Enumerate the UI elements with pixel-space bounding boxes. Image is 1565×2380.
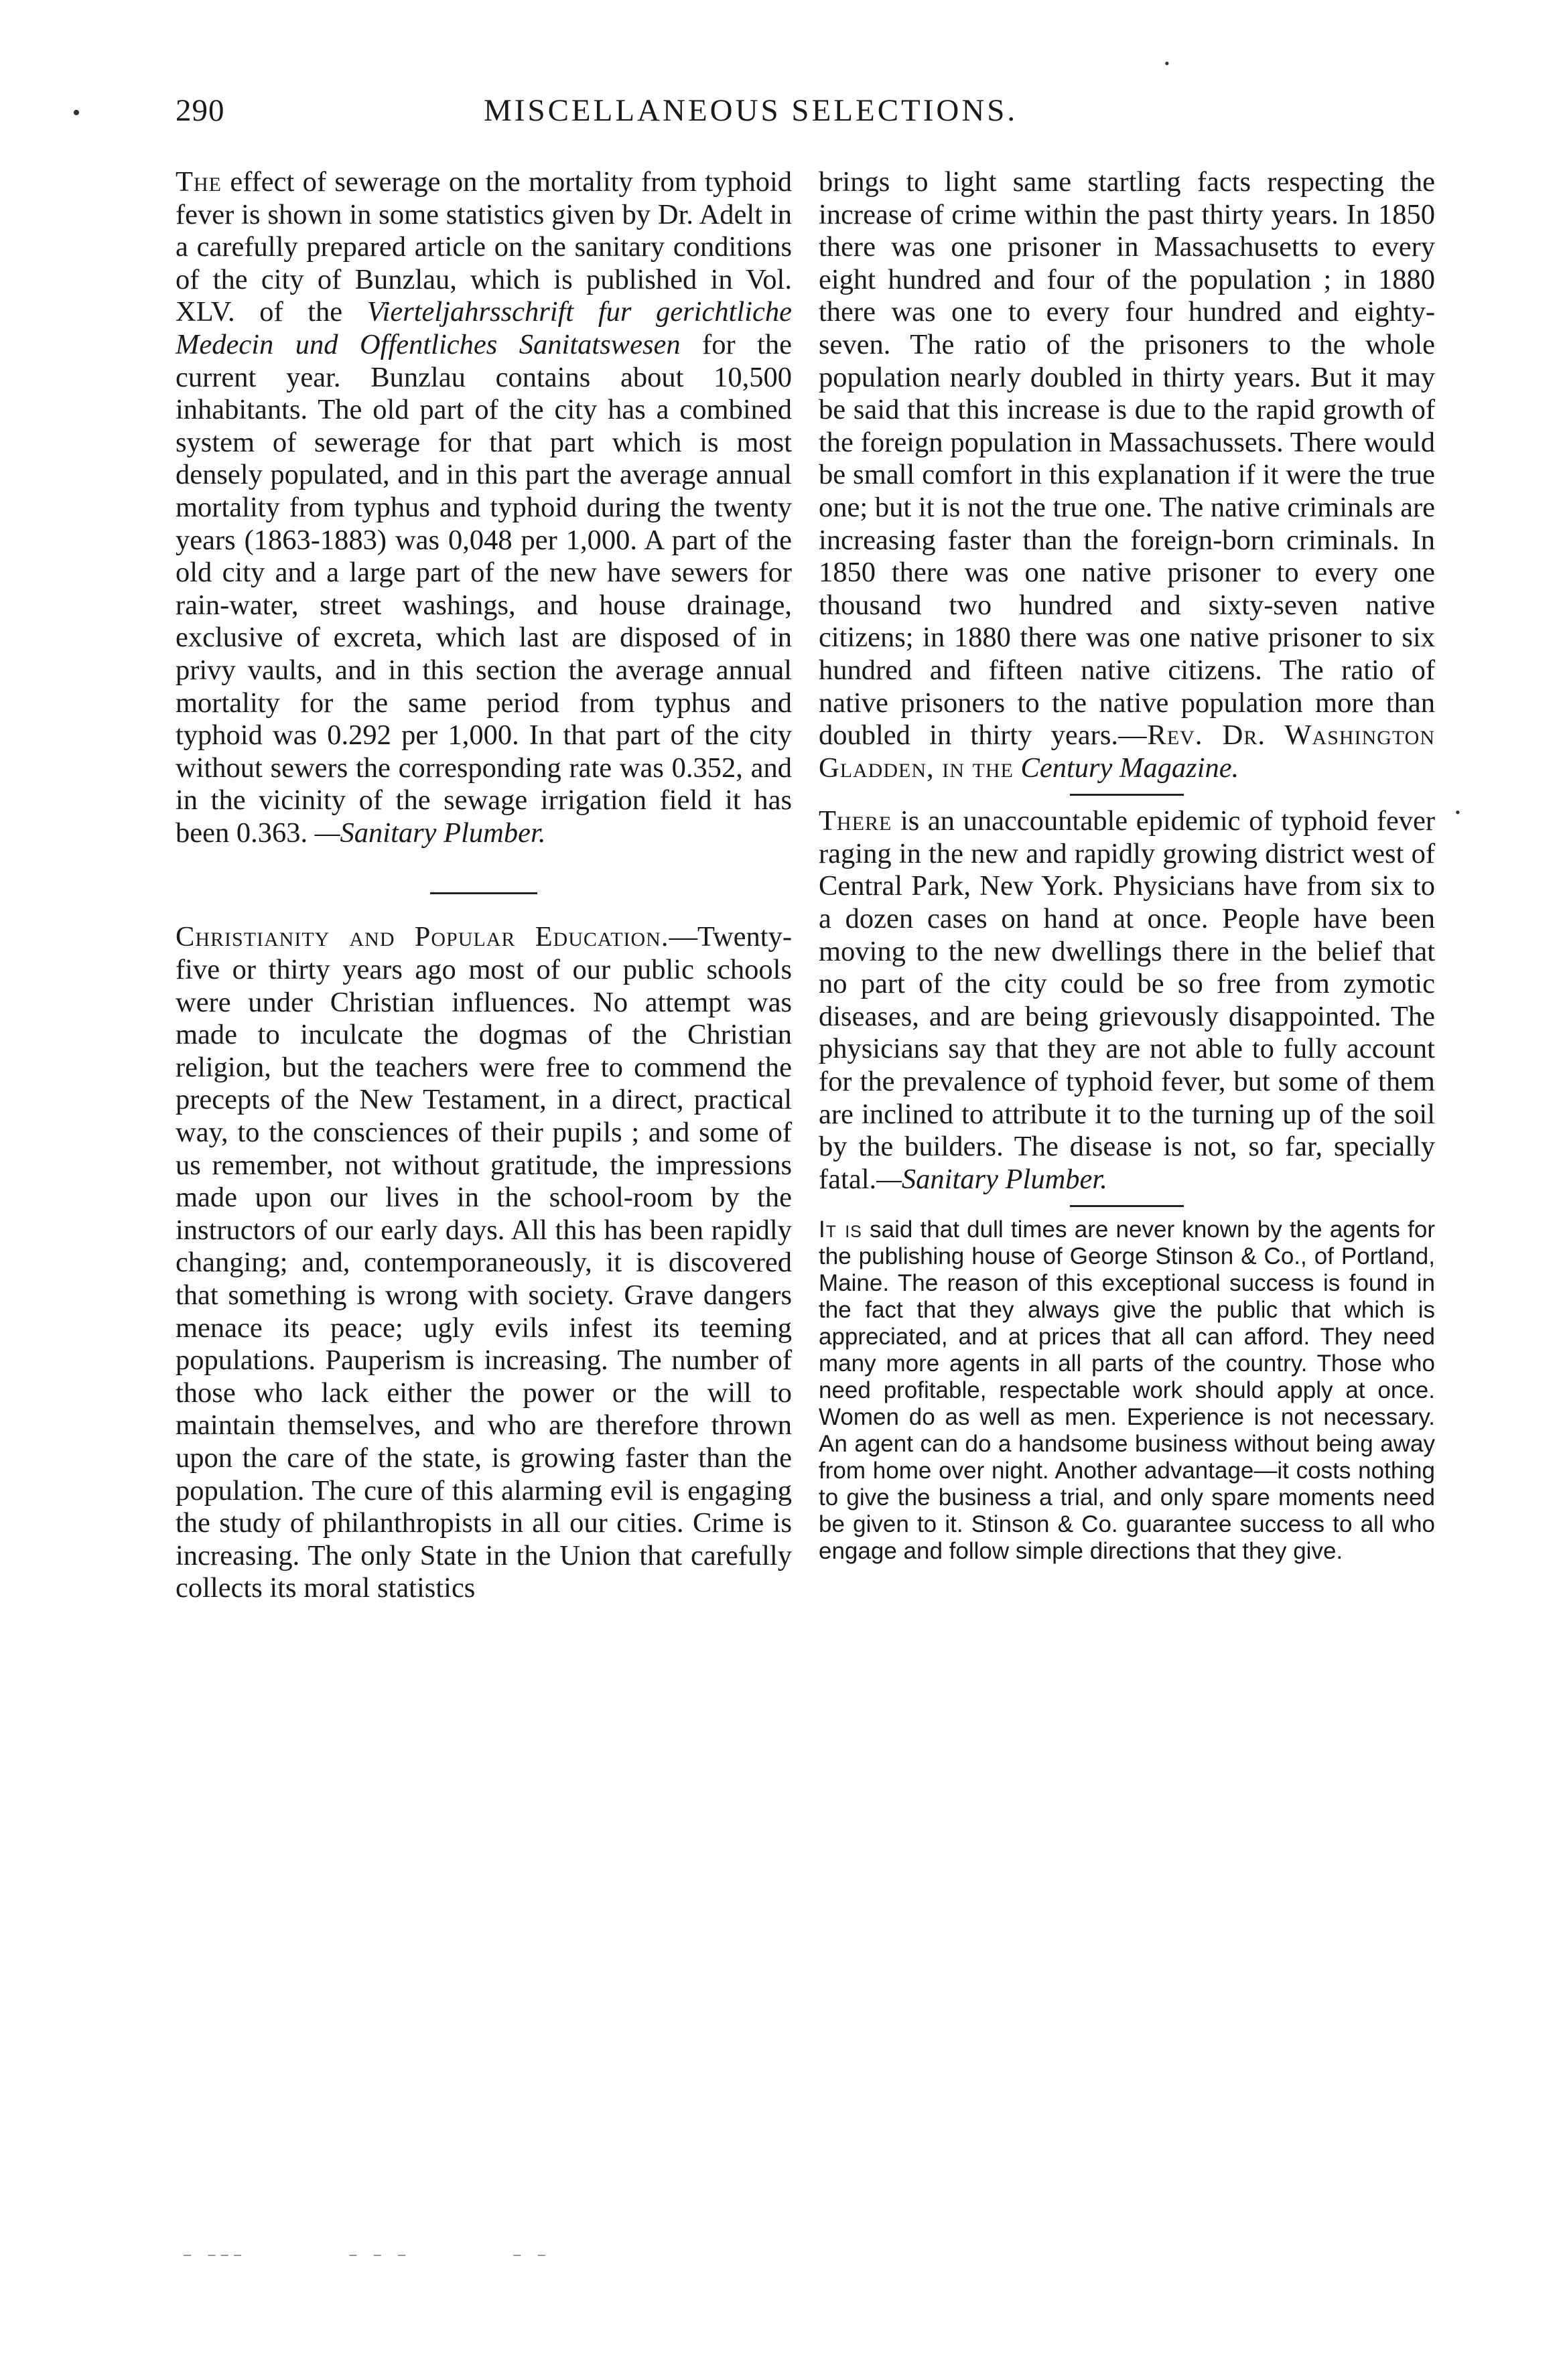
article-title: Christianity and Popular Education. [176, 921, 669, 953]
page-number: 290 [176, 93, 225, 128]
print-speck: • [1164, 55, 1170, 72]
page-header [176, 92, 1435, 146]
article-body-continued: for the current year. Bunzlau contains about 10,500 inhabitants. The old part of the city has a combined system of sewerage for that part which is most densely populated, and in this part the average annual mortality from typhus and typhoid during the twenty years (1863-1883) was 0,048 per 1,000. A part of the old city and a large part of the new have sewers for rain-water, street washings, and house drainage, exclusive of excreta, which last are disposed of in privy vaults, and in this section the average annual mortality for the same period from typhus and typhoid was 0.292 per 1,000. In that part of the city without sewers the corresponding rate was 0.352, and in the vicinity of the sewage irrigation field it has been 0.363. [176, 328, 792, 849]
article-lead-word: It is [819, 1216, 862, 1243]
section-divider [430, 892, 537, 894]
footer-print-marks: ‾ ‾‾‾ ‾ ‾ ‾ ‾ ‾ [184, 2254, 551, 2275]
journal-title: Vierteljahrsschrift fur gerichtliche Medecin und Offentliches Sanitatswesen [176, 296, 793, 360]
article-christianity-continued [819, 166, 1435, 784]
section-divider [1070, 1205, 1184, 1207]
article-body: is an unaccountable epidemic of typhoid fever raging in the new and rapidly growing district west of Central Park, New York. Physicians have from six to a dozen cases on hand at once. People have been moving to the new dwellings there in the belief that no part of the city could be so free from zymotic diseases, and are being grievously disappointed. The physicians say that they are not able to fully account for the prevalence of typhoid fever, but some of them are inclined to attribute it to the turning up of the soil by the builders. The disease is not, so far, specially fatal. [819, 805, 1435, 1195]
right-column [819, 166, 1435, 1565]
print-speck: • [72, 100, 80, 125]
article-christianity [176, 921, 792, 1604]
article-typhoid-epidemic [819, 805, 1435, 1196]
article-body: effect of sewerage on the mortality from typhoid fever is shown in some statistics given by Dr. Adelt in a carefully prepared article on the sanitary conditions of the city of Bunzlau, which is published in Vol. XLV. of the [176, 166, 793, 328]
article-body: —Twenty-five or thirty years ago most of our public schools were under Christian influences. No attempt was made to inculcate the dogmas of the Christian religion, but the teachers were free to commend the precepts of the New Testament, in a direct, practical way, to the consciences of their pupils ; and some of us remember, not without gratitude, the impressions made upon our lives in the school-room by the instructors of our early days. All this has been rapidly changing; and, contemporaneously, it is discovered that something is wrong with society. Grave dangers menace its peace; ugly evils infest its teeming populations. Pauperism is increasing. The number of those who lack either the power or the will to maintain themselves, and who are therefore thrown upon the care of the state, is growing faster than the population. The cure of this alarming evil is engaging the study of philanthropists in all our cities. Crime is increasing. The only State in the Union that carefully collects its moral statistics [176, 921, 792, 1604]
running-title: MISCELLANEOUS SELECTIONS. [484, 93, 1018, 128]
article-advertisement [819, 1216, 1435, 1565]
print-speck: • [1455, 804, 1460, 821]
article-lead-word: There [819, 805, 892, 837]
article-sewerage [176, 166, 792, 849]
left-column [176, 166, 792, 1605]
attribution-journal: Century Magazine. [1020, 752, 1239, 784]
article-source: —Sanitary Plumber. [876, 1163, 1107, 1195]
article-body-continued: brings to light same startling facts respecting the increase of crime within the past thirty years. In 1850 there was one prisoner in Massachusetts to every eight hundred and four of the population ; in 1880 there was one to every four hundred and eighty-seven. The ratio of the prisoners to the whole population nearly doubled in thirty years. But it may be said that this increase is due to the rapid growth of the foreign population in Massachussets. There would be small comfort in this explanation if it were the true one; but it is not the true one. The native criminals are increasing faster than the foreign-born criminals. In 1850 there was one native prisoner to every one thousand two hundred and sixty-seven native citizens; in 1880 there was one native prisoner to six hundred and fifteen native citizens. The ratio of native prisoners to the native population more than doubled in thirty years. [819, 166, 1435, 752]
article-source: —Sanitary Plumber. [314, 817, 546, 849]
article-body: said that dull times are never known by the agents for the publishing house of George Stinson & Co., of Portland, Maine. The reason of this exceptional success is found in the fact that they always give the public that which is appreciated, and at prices that all can afford. They need many more agents in all parts of the country. Those who need profitable, respectable work should apply at once. Women do as well as men. Experience is not necessary. An agent can do a handsome business without being away from home over night. Another advantage—it costs nothing to give the business a trial, and only spare moments need be given to it. Stinson & Co. guarantee success to all who engage and follow simple directions that they give. [819, 1216, 1436, 1565]
article-attribution: —Rev. Dr. Washington Gladden, in the [819, 719, 1435, 784]
article-lead-word: The [176, 166, 222, 198]
section-divider [1070, 794, 1184, 796]
